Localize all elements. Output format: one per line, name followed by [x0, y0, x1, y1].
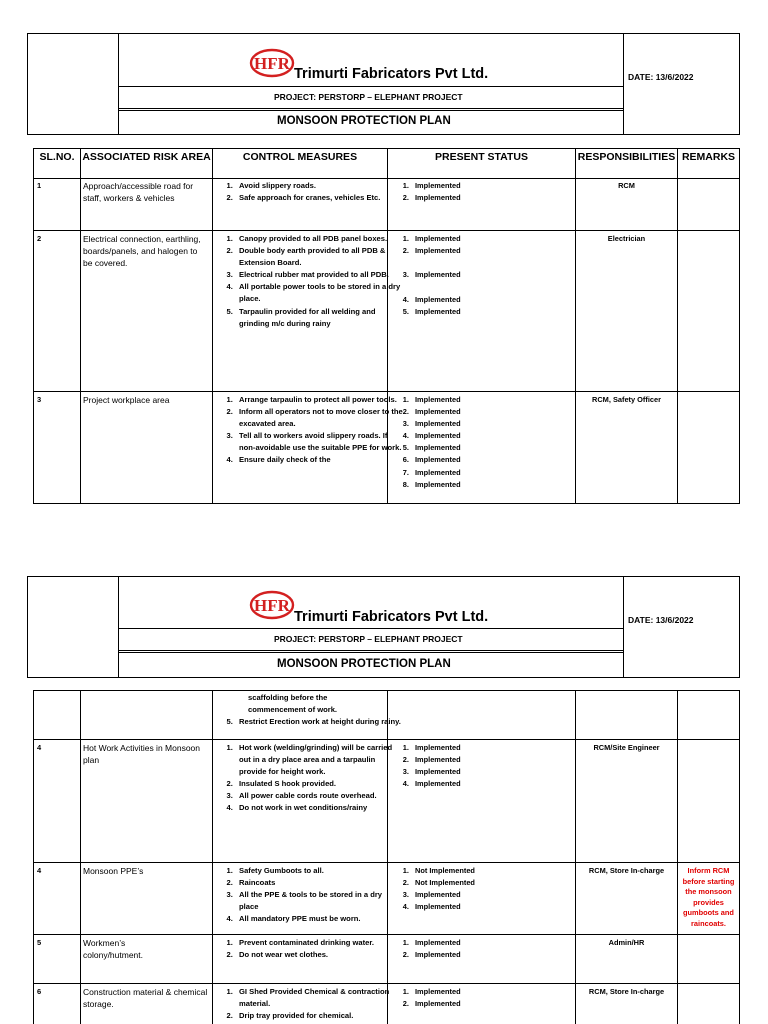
col-header-slno: SL.NO.	[39, 151, 75, 163]
project-label: PROJECT: PERSTORP – ELEPHANT PROJECT	[274, 634, 463, 644]
project-label: PROJECT: PERSTORP – ELEPHANT PROJECT	[274, 92, 463, 102]
company-logo-icon	[249, 47, 295, 79]
svg-text:HFR: HFR	[254, 596, 290, 615]
company-name: Trimurti Fabricators Pvt Ltd.	[294, 66, 489, 82]
col-header-remarks: REMARKS	[681, 151, 736, 163]
date-label: DATE: 13/6/2022	[628, 72, 694, 82]
remark-ppe: Inform RCM before starting the monsoon provides gumboots and raincoats.	[682, 866, 735, 928]
col-header-status: PRESENT STATUS	[435, 151, 528, 163]
svg-text:HFR: HFR	[254, 54, 290, 73]
col-header-measures: CONTROL MEASURES	[242, 151, 358, 163]
plan-title: MONSOON PROTECTION PLAN	[277, 658, 451, 670]
col-header-risk: ASSOCIATED RISK AREA	[82, 151, 211, 163]
company-logo-icon	[249, 589, 295, 621]
date-label: DATE: 13/6/2022	[628, 615, 694, 625]
plan-title: MONSOON PROTECTION PLAN	[277, 115, 451, 127]
company-name: Trimurti Fabricators Pvt Ltd.	[294, 609, 489, 625]
col-header-responsibilities: RESPONSIBILITIES	[577, 151, 676, 163]
